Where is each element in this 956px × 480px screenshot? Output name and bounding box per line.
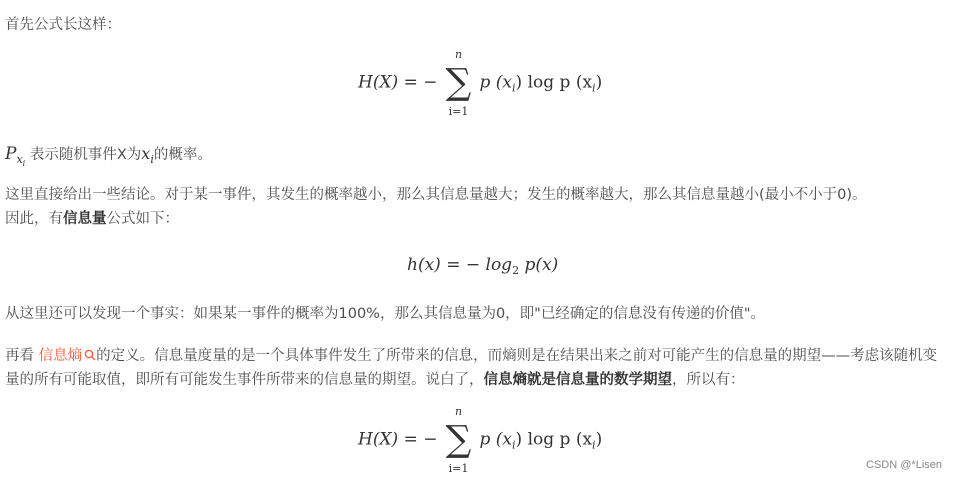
- info-formula-intro: 因此，有信息量公式如下：: [5, 211, 179, 227]
- px-symbol: $P_{x_i}$: [5, 144, 26, 168]
- csdn-watermark: CSDN @*Lisen: [866, 459, 942, 471]
- px-def-end: 的概率。: [153, 147, 212, 163]
- entropy-lhs-2: H(X) = −: [358, 429, 438, 450]
- conclusion-text: 这里直接给出一些结论。对于某一事件，其发生的概率越小，那么其信息量越大；发生的概率越大，那么其信息量越小(最小不小于0)。: [5, 187, 867, 203]
- sum-symbol: n ∑ i=1: [444, 65, 474, 101]
- entropy-rhs-b: ) log p (x: [515, 72, 593, 93]
- info-term: 信息量: [63, 211, 107, 227]
- sum-lower: i=1: [448, 105, 469, 118]
- entropy-link[interactable]: 信息熵: [39, 348, 97, 364]
- entropy-definition: 再看 信息熵 的定义。信息量度量的是一个具体事件发生了所带来的信息，而熵则是在结果出来之前对可能产生的信息量的期望——考虑该随机变量的所有可能取值，即所有可能发生事件所带来的信息量的期望。说白了，信息熵就是信息量的数学期望，所以有：: [5, 348, 938, 388]
- info-lhs: h(x) = − log: [407, 255, 513, 275]
- entropy-lhs: H(X) = −: [358, 72, 438, 93]
- entropy-expectation-term: 信息熵就是信息量的数学期望: [483, 372, 672, 388]
- information-formula: [407, 255, 558, 277]
- intro-text: 首先公式长这样：: [5, 17, 121, 33]
- entropy-sub-2: i: [592, 81, 596, 95]
- px-definition: [5, 142, 212, 176]
- log-base: 2: [512, 264, 520, 277]
- xi-symbol: $x_i$: [141, 144, 154, 166]
- entropy-sub: i: [512, 81, 516, 95]
- magnifier-icon: [84, 349, 96, 361]
- entropy-formula-2: H(X) = − n ∑ i=1 p $(x_i)$ log p $(x_i)$: [358, 405, 603, 475]
- info-rhs: p(x): [519, 255, 559, 275]
- sum-symbol-2: n ∑ i=1: [445, 405, 472, 475]
- fact-text: 从这里还可以发现一个事实：如果某一事件的概率为100%，那么其信息量为0，即"已经确定的信息没有传递的价值"。: [5, 306, 766, 322]
- entropy-rhs-c: ): [595, 72, 603, 93]
- px-def-text: 表示随机事件X为: [29, 147, 142, 163]
- entropy-rhs-a: p (x: [479, 72, 513, 93]
- sum-upper: n: [454, 48, 463, 61]
- entropy-formula: [358, 48, 603, 118]
